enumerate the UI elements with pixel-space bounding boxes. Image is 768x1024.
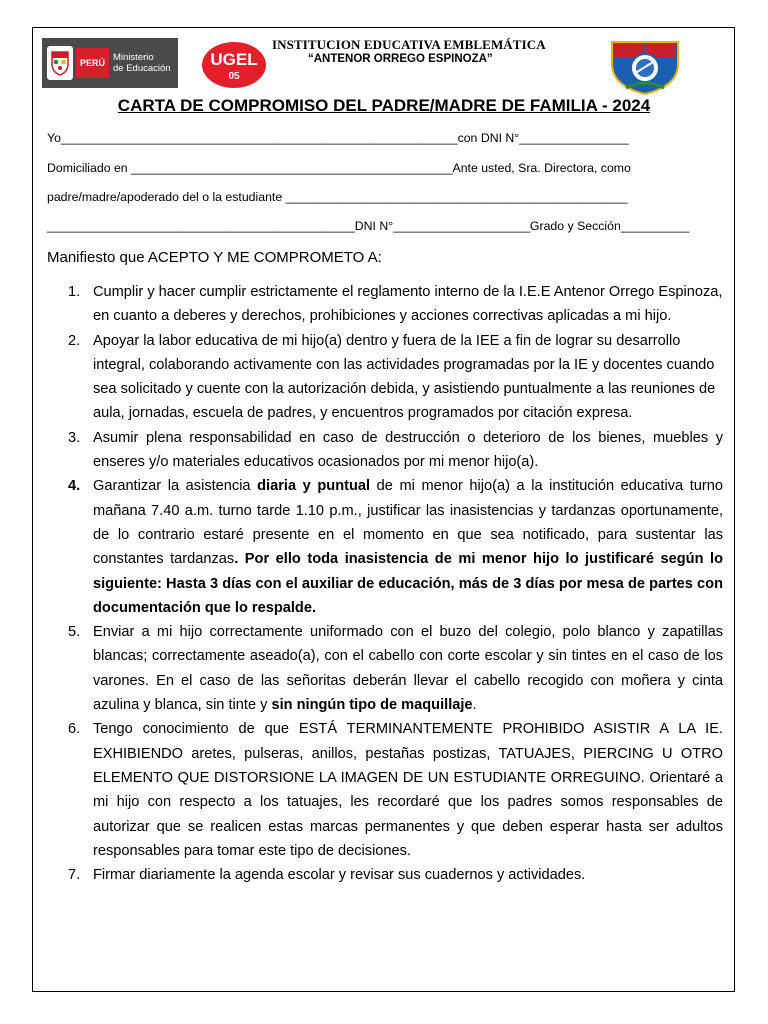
commitment-text [93, 284, 722, 324]
document-title-text: CARTA DE COMPROMISO DEL PADRE/MADRE DE FAMILIA - 2024 [117, 96, 651, 115]
school-name: INSTITUCION EDUCATIVA EMBLEMÁTICA [272, 37, 546, 52]
commitment-text-run: Asumir plena responsabilidad en caso de destrucción o deterioro de los bienes, muebles y enseres y/o materiales educativos ocasionados por mi menor hijo(a). [93, 429, 723, 471]
document-title [0, 96, 768, 116]
commitment-text-run: Cumplir y hacer cumplir estrictamente el reglamento interno de la I.E.E Antenor Orrego Espinoza, en cuanto a deberes y derechos, prohibiciones y acciones correctivas aplicadas a mi hijo. [93, 284, 723, 325]
commitment-number: 4. [68, 478, 81, 495]
commitment-text-run: Garantizar la asistencia [93, 478, 258, 495]
ministry-line-2: de Educación [113, 63, 171, 74]
commitment-item [47, 426, 723, 475]
commitment-text [93, 867, 585, 883]
commitment-item [47, 863, 723, 887]
commitment-text [93, 624, 723, 713]
commitment-number: 2. [68, 332, 81, 349]
peru-coat-of-arms-icon [47, 46, 73, 80]
commitment-intro: Manifiesto que ACEPTO Y ME COMPROMETO A: [47, 249, 382, 266]
ministry-label [113, 52, 171, 74]
commitment-item [47, 474, 723, 620]
commitment-text-run: . [472, 697, 477, 714]
peru-label: PERÚ [76, 48, 109, 78]
commitment-text [93, 333, 715, 422]
form-line-student: padre/madre/apoderado del o la estudiante __________________________________________________ [47, 190, 628, 204]
commitment-text-run: Enviar a mi hijo correctamente uniformado con el buzo del colegio, polo blanco y zapatillas blancas; correctamente aseado(a), con el cabello con corte escolar y sin tintes en el caso de los varones. En el caso de las señoritas deberán llevar el cabello recogido con moñera y cinta azulina y blanca, sin tinte y [93, 624, 723, 714]
commitment-text [93, 721, 723, 858]
commitment-item [47, 717, 723, 863]
commitment-text-bold: . Por ello toda inasistencia de mi menor hijo lo justificaré según lo siguiente: Hasta 3 días con el auxiliar de educación, más de 3 días por mesa de partes con documentación que lo respalde. [93, 551, 723, 616]
commitment-text-run: Firmar diariamente la agenda escolar y revisar sus cuadernos y actividades. [93, 867, 586, 884]
commitment-text-run: de mi menor hijo(a) a la institución educativa turno mañana 7.40 a.m. turno tarde 1.10 p.m., justificar las inasistencias y tardanzas oportunamente, de lo contrario estaré presente en el momento en que sea notificado, para sustentar las constantes tardanzas [93, 478, 723, 568]
ministry-line-1: Ministerio [113, 52, 154, 63]
commitment-number: 7. [68, 867, 81, 884]
commitment-item [47, 329, 723, 426]
school-subtitle: “ANTENOR ORREGO ESPINOZA” [308, 53, 493, 65]
form-line-name-dni: Yo__________________________________________________________con DNI N°________________ [47, 131, 629, 145]
ugel-logo-word: UGEL [210, 50, 258, 69]
commitment-number: 6. [68, 721, 81, 738]
commitment-number: 1. [68, 284, 81, 300]
minedu-logo [42, 38, 178, 88]
ugel-logo [200, 40, 268, 90]
commitment-number: 3. [68, 429, 81, 446]
form-line-address: Domiciliado en _______________________________________________Ante usted, Sra. Directora, como [47, 161, 631, 175]
commitment-list [47, 280, 723, 887]
commitment-item [47, 620, 723, 717]
commitment-text-run: Tengo conocimiento de que ESTÁ TERMINANTEMENTE PROHIBIDO ASISTIR A LA IE. EXHIBIENDO aretes, pulseras, anillos, pestañas postizas, TATUAJES, PIERCING U OTRO ELEMENTO QUE DISTORSIONE LA IMAGEN DE UN ESTUDIANTE ORREGUINO. Orientaré a mi hijo con respecto a los tatuajes, les recordaré que los padres somos responsables de autorizar que se realicen estas marcas permanentes y que deben esperar hasta ser adultos responsables para tomar este tipo de decisiones. [93, 721, 723, 859]
form-line-student-dni-grade: _____________________________________________DNI N°____________________Grado y Sección__________ [47, 219, 690, 233]
commitment-text-bold: sin ningún tipo de maquillaje [271, 697, 473, 714]
ugel-logo-number: 05 [228, 71, 240, 82]
commitment-item [47, 280, 723, 329]
commitment-text-bold: diaria y puntual [257, 478, 371, 495]
commitment-text [93, 478, 723, 615]
school-crest-icon [606, 38, 684, 96]
commitment-text-run: Apoyar la labor educativa de mi hijo(a) dentro y fuera de la IEE a fin de lograr su desarrollo integral, colaborando activamente con las actividades programadas por la IE y docentes cuando sea solicitado y cuente con la autorización debida, y asistiendo puntualmente a las reuniones de aula, jornadas, escuela de padres, y encuentros programados por citación expresa. [93, 332, 716, 422]
commitment-text [93, 430, 723, 470]
commitment-number: 5. [68, 624, 81, 641]
